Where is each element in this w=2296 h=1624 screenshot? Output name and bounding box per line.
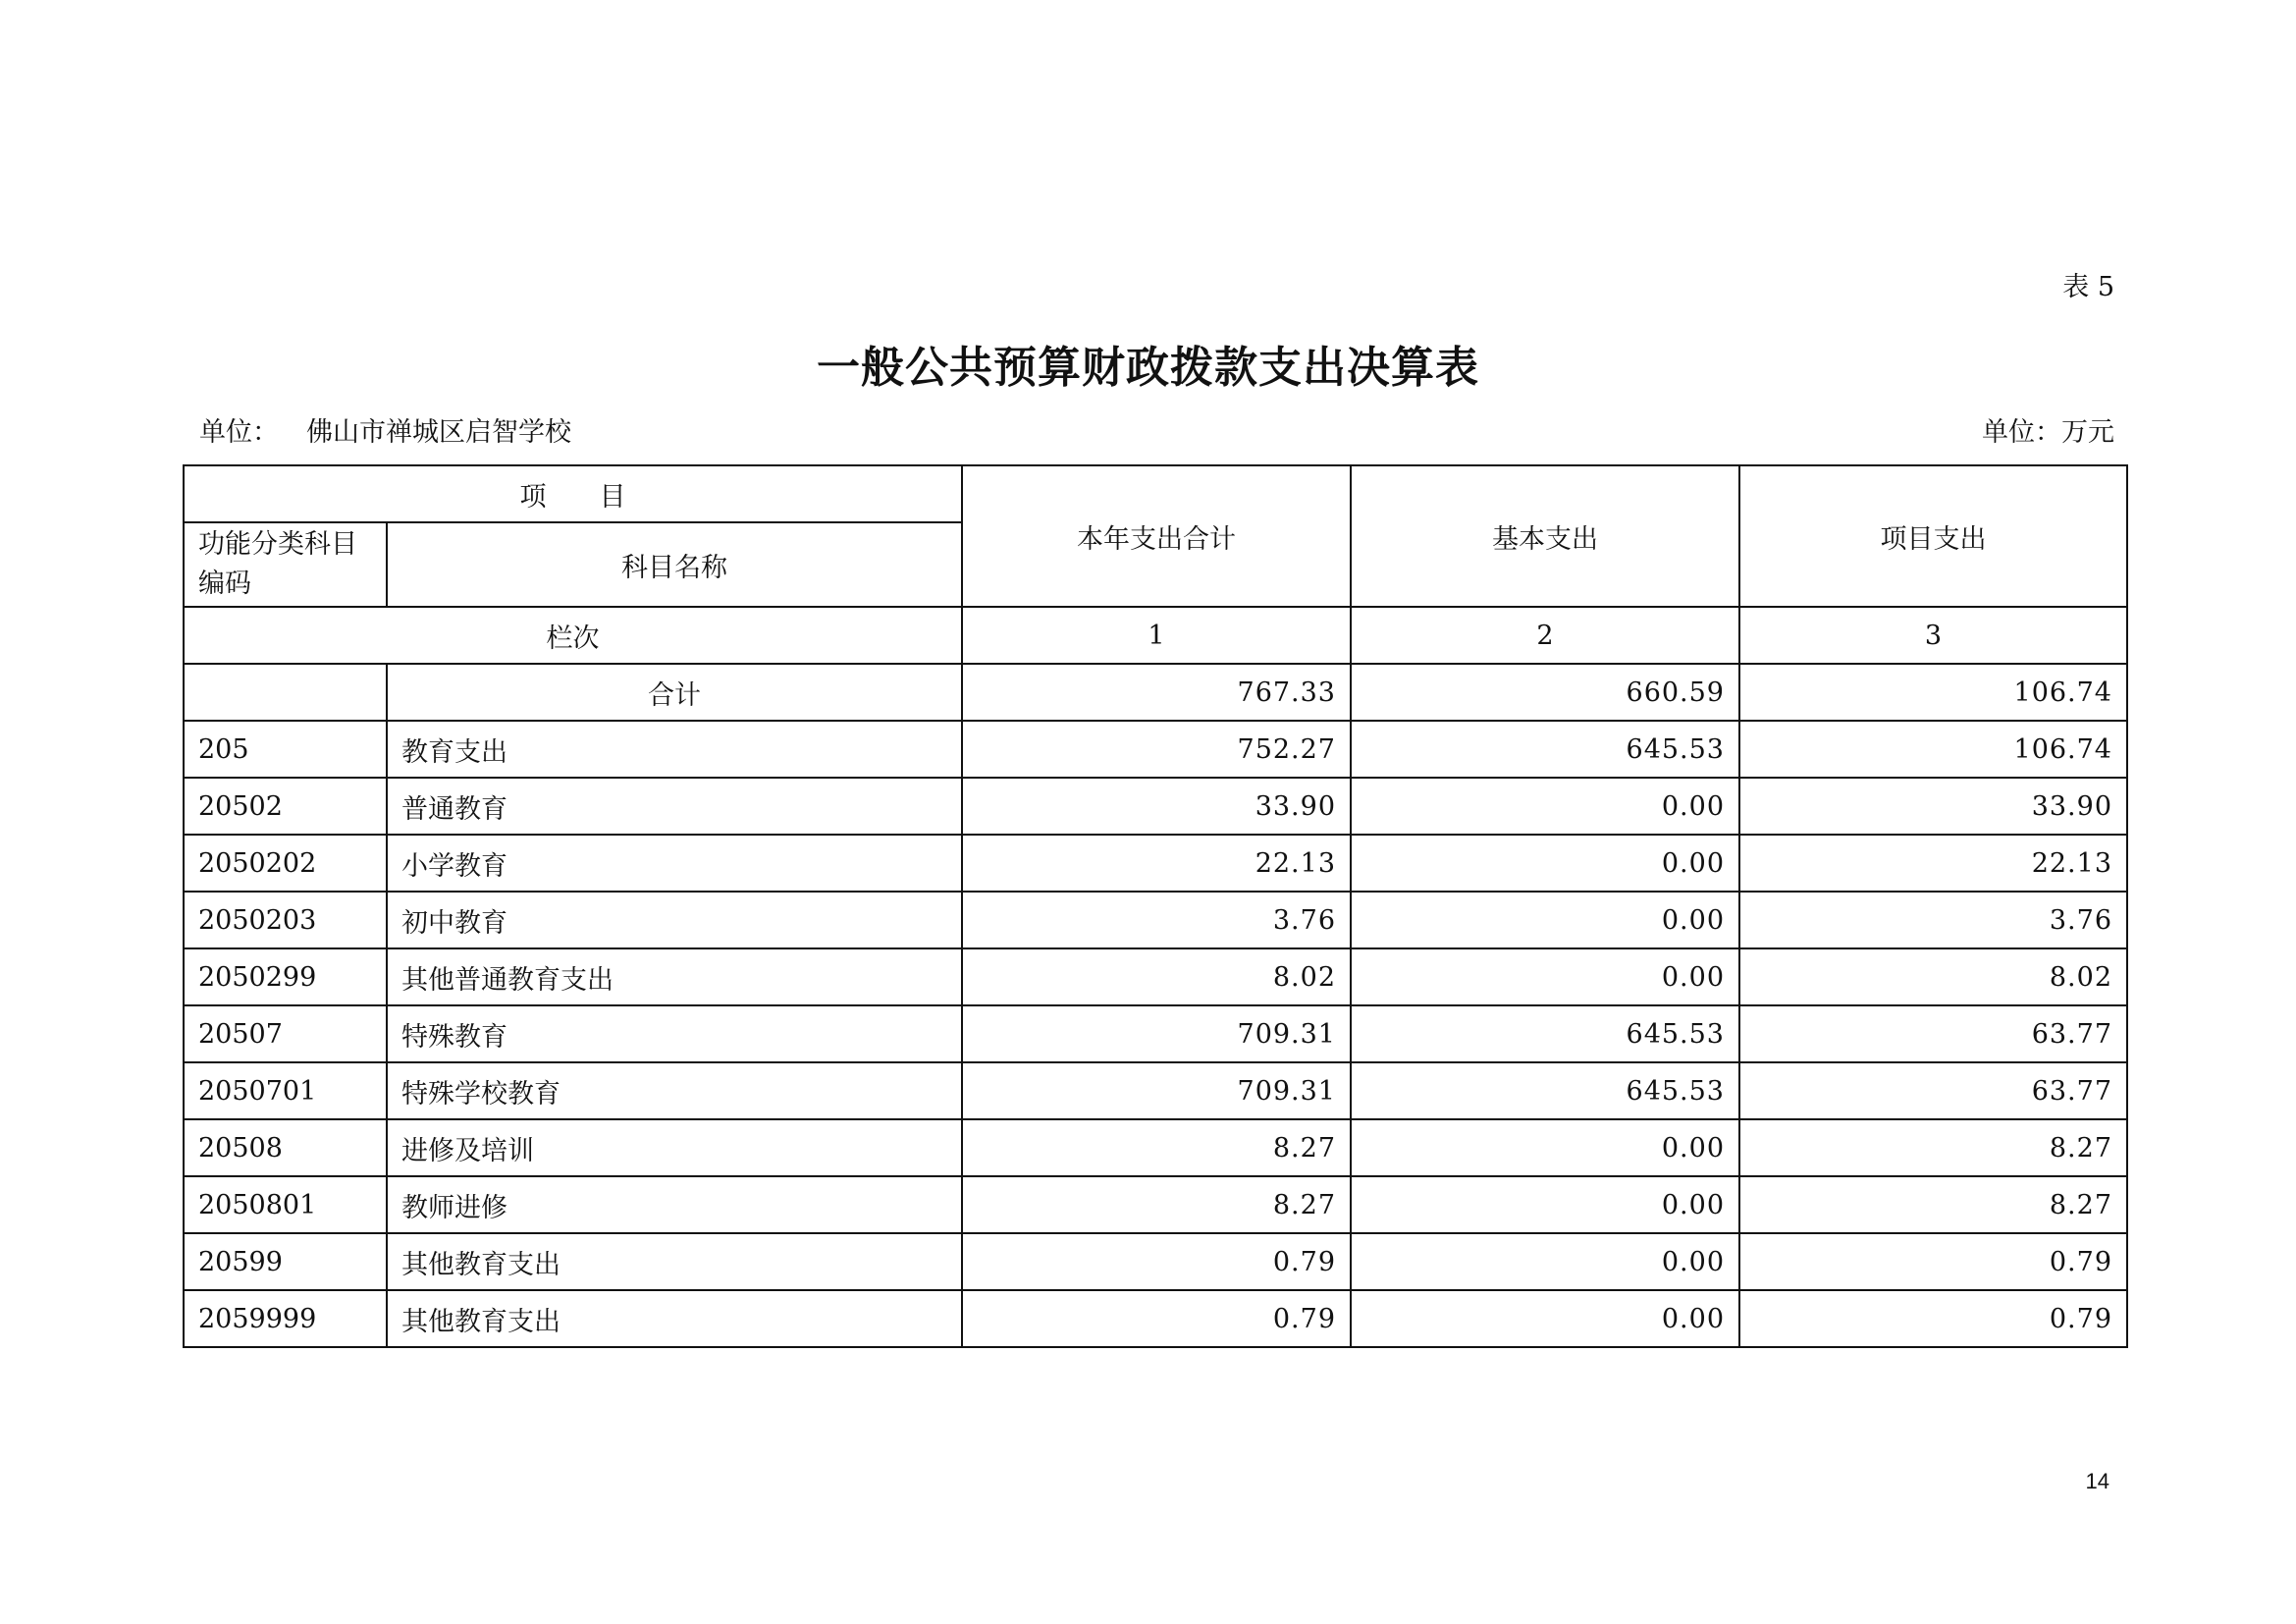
document-title: 一般公共预算财政拨款支出决算表 [817, 343, 1479, 393]
header-total: 本年支出合计 [962, 465, 1351, 607]
row-total: 33.90 [962, 778, 1351, 835]
column-index-2: 2 [1351, 607, 1739, 664]
header-name: 科目名称 [387, 522, 962, 607]
row-basic: 0.00 [1351, 892, 1739, 948]
row-code: 2050202 [184, 835, 387, 892]
row-basic: 0.00 [1351, 835, 1739, 892]
row-code: 2050203 [184, 892, 387, 948]
row-total: 8.27 [962, 1176, 1351, 1233]
row-total: 0.79 [962, 1290, 1351, 1347]
reporting-unit [199, 410, 571, 449]
row-project: 0.79 [1739, 1233, 2127, 1290]
reporting-unit-name: 佛山市禅城区启智学校 [306, 417, 571, 448]
row-code: 2050701 [184, 1062, 387, 1119]
column-index-3: 3 [1739, 607, 2127, 664]
row-project: 106.74 [1739, 721, 2127, 778]
row-name: 特殊学校教育 [387, 1062, 962, 1119]
table-row [184, 948, 2127, 1005]
row-project: 63.77 [1739, 1005, 2127, 1062]
table-row [184, 1176, 2127, 1233]
expenditure-table [183, 464, 2128, 1348]
row-total: 8.02 [962, 948, 1351, 1005]
row-name: 其他教育支出 [387, 1290, 962, 1347]
row-project: 8.27 [1739, 1119, 2127, 1176]
row-total: 3.76 [962, 892, 1351, 948]
row-name: 其他普通教育支出 [387, 948, 962, 1005]
row-project: 8.27 [1739, 1176, 2127, 1233]
table-row [184, 835, 2127, 892]
table-number-label: 表 5 [2062, 272, 2114, 302]
table-row [184, 1290, 2127, 1347]
row-name: 小学教育 [387, 835, 962, 892]
row-name: 普通教育 [387, 778, 962, 835]
total-project: 106.74 [1739, 664, 2127, 721]
table-body [184, 465, 2127, 1347]
total-basic: 660.59 [1351, 664, 1739, 721]
row-project: 33.90 [1739, 778, 2127, 835]
reporting-unit-label: 单位： [199, 417, 279, 448]
row-basic: 0.00 [1351, 1233, 1739, 1290]
column-index-label: 栏次 [184, 607, 962, 664]
header-code: 功能分类科目编码 [184, 522, 387, 607]
row-basic: 0.00 [1351, 778, 1739, 835]
total-total: 767.33 [962, 664, 1351, 721]
row-name: 进修及培训 [387, 1119, 962, 1176]
row-name: 教育支出 [387, 721, 962, 778]
column-index-row [184, 607, 2127, 664]
row-basic: 645.53 [1351, 1062, 1739, 1119]
row-code: 205 [184, 721, 387, 778]
table-row [184, 1233, 2127, 1290]
table-row [184, 1005, 2127, 1062]
row-name: 教师进修 [387, 1176, 962, 1233]
table-row [184, 778, 2127, 835]
total-code [184, 664, 387, 721]
row-name: 其他教育支出 [387, 1233, 962, 1290]
row-code: 2050299 [184, 948, 387, 1005]
row-name: 初中教育 [387, 892, 962, 948]
total-row [184, 664, 2127, 721]
row-total: 709.31 [962, 1062, 1351, 1119]
row-basic: 0.00 [1351, 1290, 1739, 1347]
row-code: 20502 [184, 778, 387, 835]
row-code: 2050801 [184, 1176, 387, 1233]
row-project: 22.13 [1739, 835, 2127, 892]
row-project: 63.77 [1739, 1062, 2127, 1119]
row-code: 20508 [184, 1119, 387, 1176]
page-number: 14 [2085, 1469, 2109, 1493]
header-item: 项 目 [184, 465, 962, 522]
row-basic: 0.00 [1351, 948, 1739, 1005]
currency-unit: 单位：万元 [1982, 417, 2114, 448]
total-name: 合计 [387, 664, 962, 721]
row-basic: 645.53 [1351, 1005, 1739, 1062]
row-basic: 0.00 [1351, 1119, 1739, 1176]
row-code: 20599 [184, 1233, 387, 1290]
row-name: 特殊教育 [387, 1005, 962, 1062]
row-basic: 0.00 [1351, 1176, 1739, 1233]
table-row [184, 892, 2127, 948]
header-basic: 基本支出 [1351, 465, 1739, 607]
row-total: 0.79 [962, 1233, 1351, 1290]
row-code: 20507 [184, 1005, 387, 1062]
row-project: 0.79 [1739, 1290, 2127, 1347]
row-basic: 645.53 [1351, 721, 1739, 778]
row-project: 8.02 [1739, 948, 2127, 1005]
table-row [184, 1062, 2127, 1119]
table-row [184, 721, 2127, 778]
row-project: 3.76 [1739, 892, 2127, 948]
table-row [184, 1119, 2127, 1176]
header-project: 项目支出 [1739, 465, 2127, 607]
row-code: 2059999 [184, 1290, 387, 1347]
row-total: 709.31 [962, 1005, 1351, 1062]
row-total: 22.13 [962, 835, 1351, 892]
row-total: 752.27 [962, 721, 1351, 778]
row-total: 8.27 [962, 1119, 1351, 1176]
column-index-1: 1 [962, 607, 1351, 664]
header-row-1 [184, 465, 2127, 522]
